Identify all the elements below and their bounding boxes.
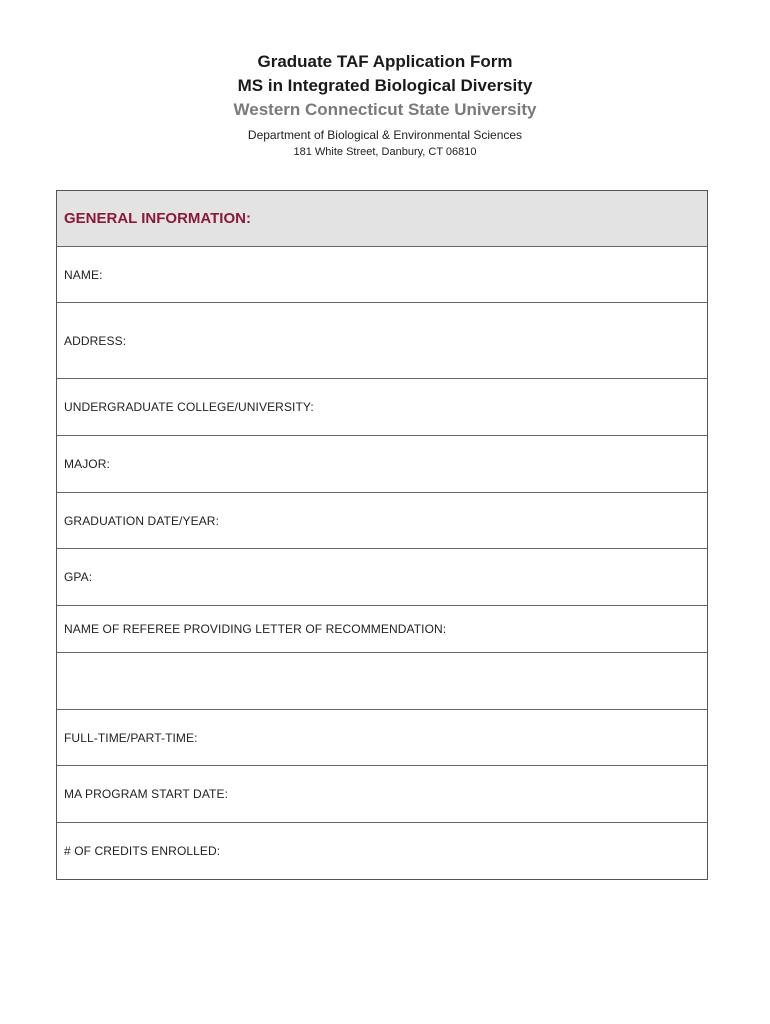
address-field-label: ADDRESS: (64, 333, 127, 348)
major-field-label: MAJOR: (64, 457, 110, 471)
general-information-table (56, 190, 708, 880)
department-address: 181 White Street, Danbury, CT 06810 (293, 146, 477, 158)
undergraduate-field-row[interactable] (57, 379, 707, 436)
credits-field-label: # OF CREDITS ENROLLED: (64, 844, 221, 858)
graduation-field-row[interactable] (57, 493, 707, 549)
referee-field-row[interactable] (57, 606, 707, 653)
referee-field-label: NAME OF REFEREE PROVIDING LETTER OF RECOMMENDATION: (64, 622, 447, 636)
program-title: MS in Integrated Biological Diversity (237, 76, 533, 95)
credits-field-row[interactable] (57, 823, 707, 879)
graduation-field-label: GRADUATION DATE/YEAR: (64, 513, 220, 528)
name-field-label: NAME: (64, 267, 103, 282)
section-header (57, 191, 707, 247)
gpa-field-label: GPA: (64, 570, 93, 584)
start-date-field-row[interactable] (57, 766, 707, 823)
referee-answer-row[interactable] (57, 653, 707, 710)
fulltime-field-label: FULL-TIME/PART-TIME: (64, 730, 198, 745)
address-field-row[interactable] (57, 303, 707, 379)
start-date-field-label: MA PROGRAM START DATE: (64, 787, 229, 801)
undergraduate-field-label: UNDERGRADUATE COLLEGE/UNIVERSITY: (64, 400, 314, 414)
section-title: GENERAL INFORMATION: (64, 210, 251, 227)
gpa-field-row[interactable] (57, 549, 707, 606)
form-title: Graduate TAF Application Form (257, 52, 513, 71)
department-name: Department of Biological & Environmental Sciences (247, 128, 523, 142)
major-field-row[interactable] (57, 436, 707, 493)
document-header (0, 50, 770, 160)
name-field-row[interactable] (57, 247, 707, 303)
fulltime-field-row[interactable] (57, 710, 707, 766)
university-name: Western Connecticut State University (233, 100, 537, 119)
